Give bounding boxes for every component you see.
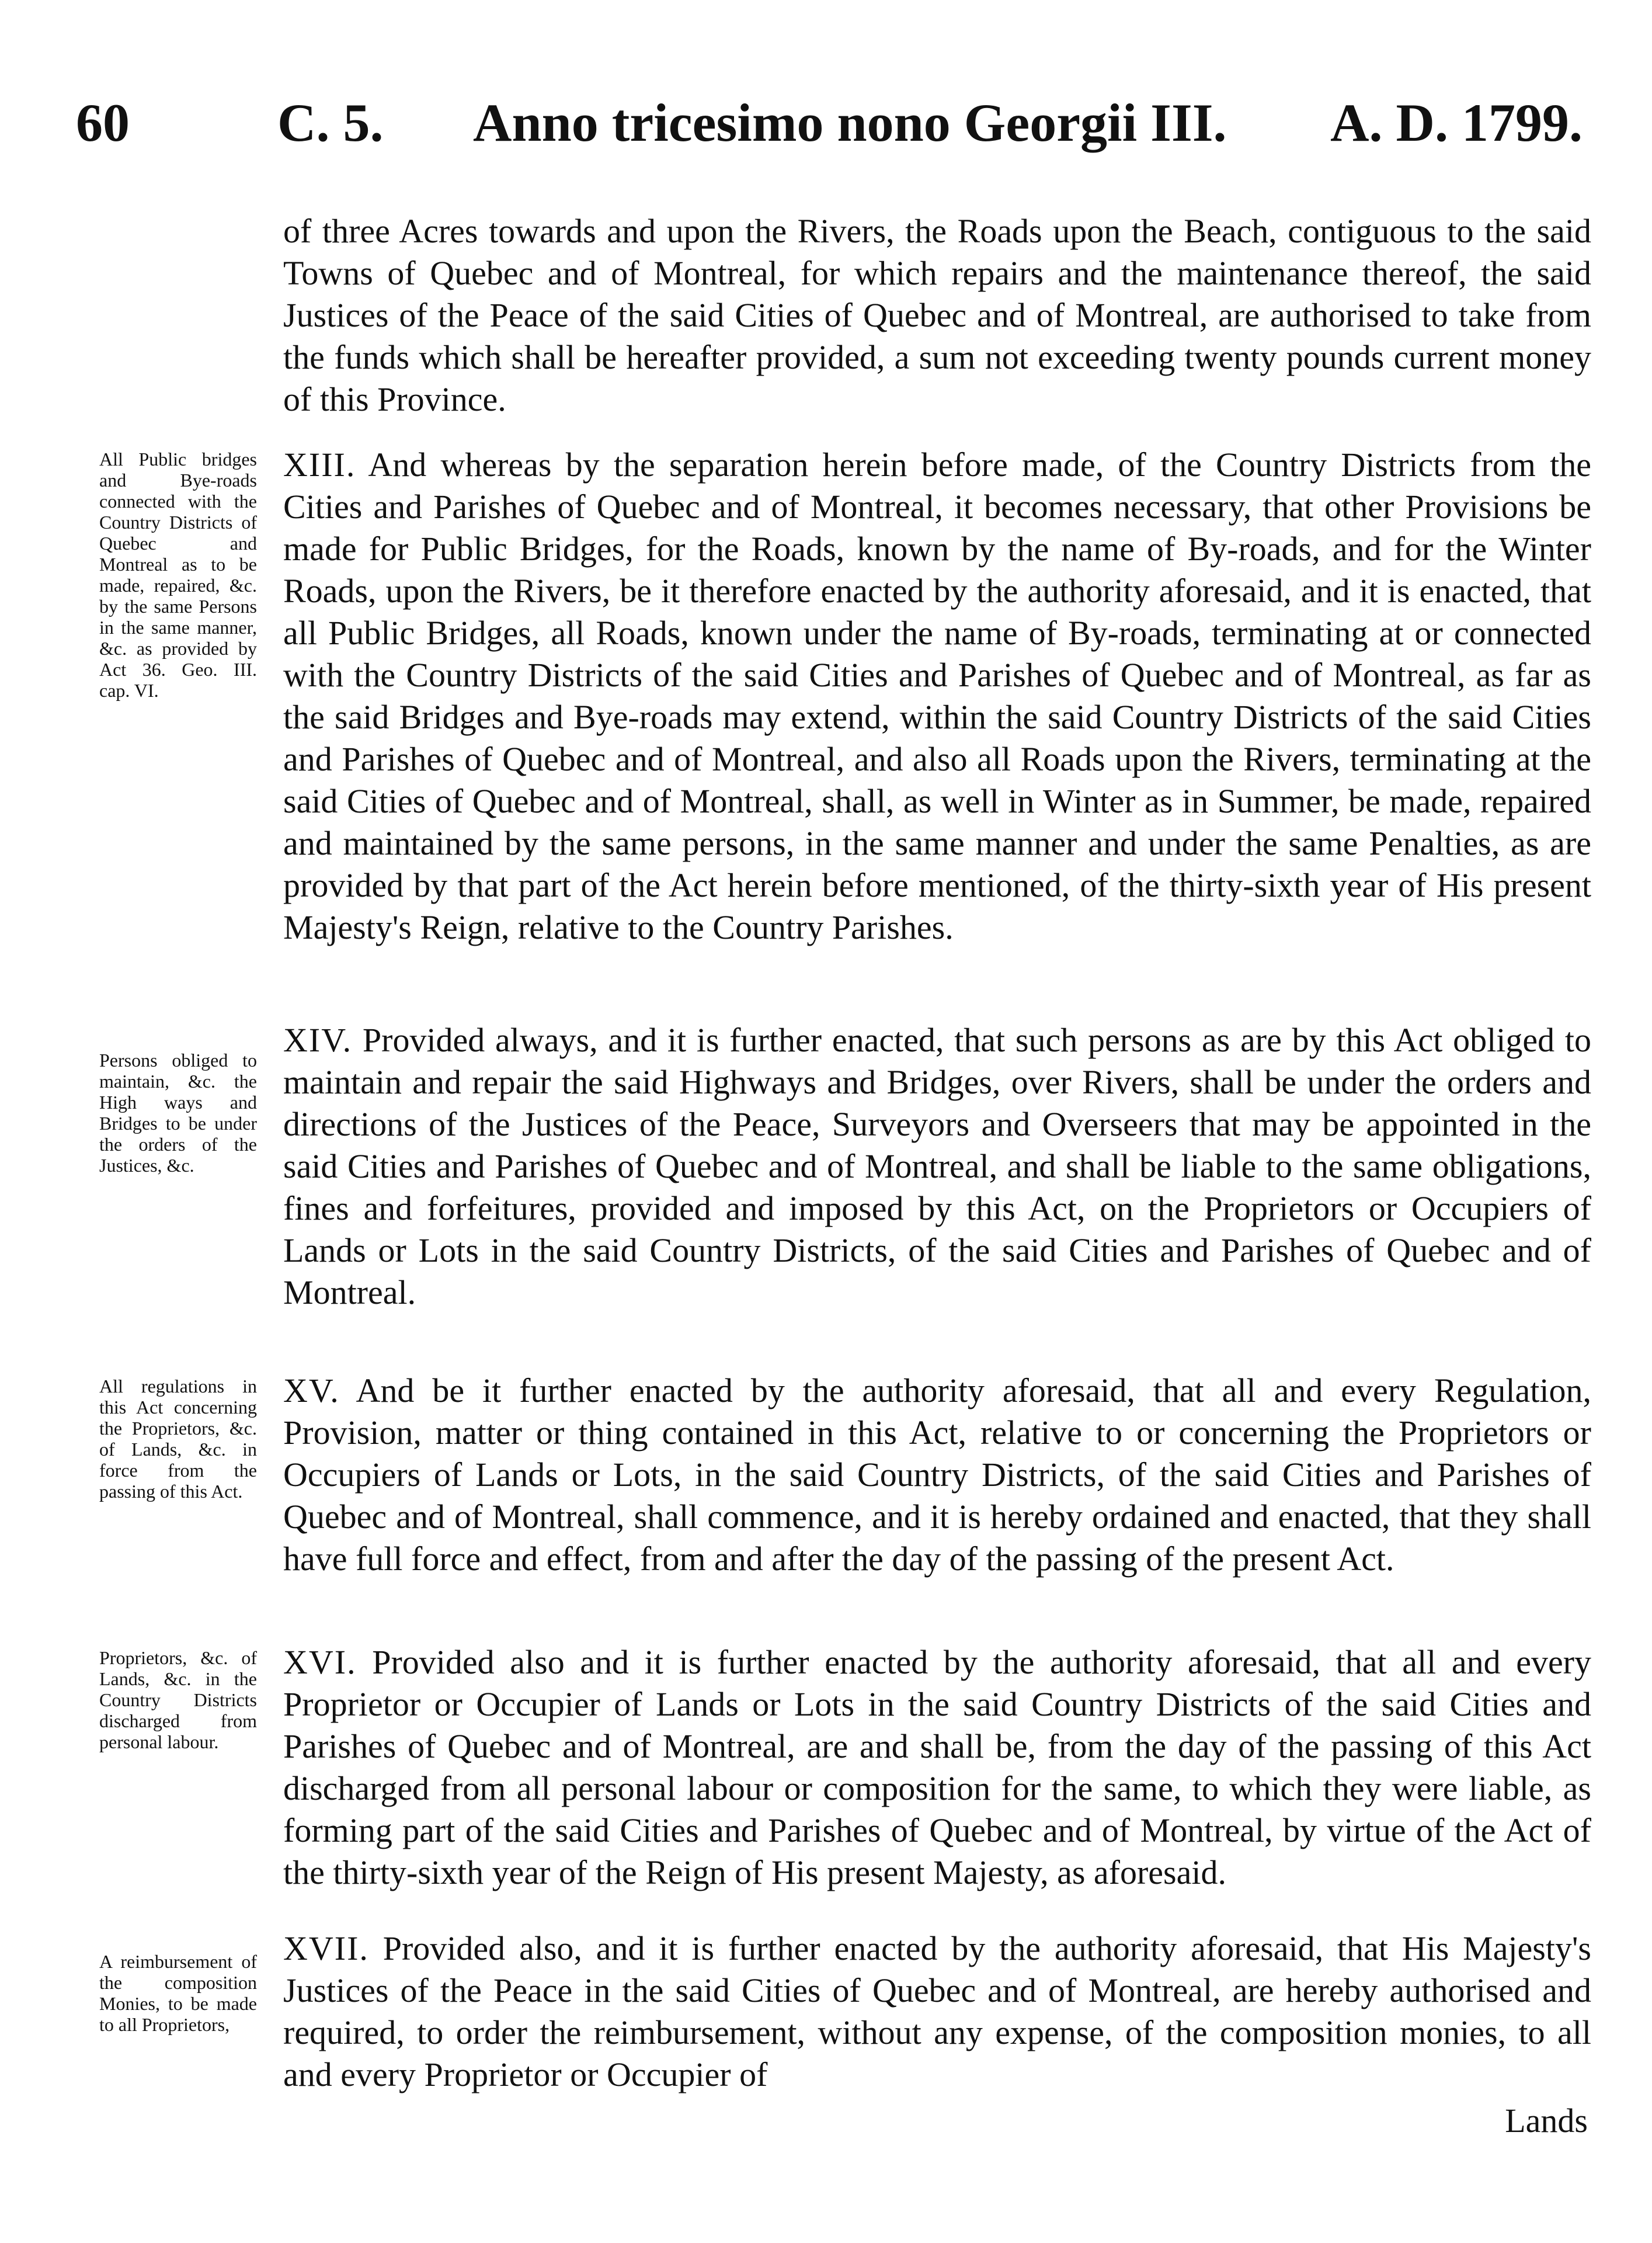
catchword: Lands (1505, 2102, 1588, 2140)
section-text (283, 444, 1591, 949)
section-number: XVII. (283, 1929, 369, 1967)
chapter-label: C. 5. (277, 93, 384, 152)
section-text (283, 1370, 1591, 1580)
running-title: Anno tricesimo nono Georgii III. (473, 93, 1227, 152)
section-body: Provided also and it is further enacted by the authority aforesaid, that all and every Proprietor or Occupier of Lands or Lots in the said Country Districts of the said Cities and Parishes of Quebec and of Montreal, are and shall be, from the day of the passing of this Act discharged from all personal labour or composition for the same, to which they were liable, as forming part of the said Cities and Parishes of Quebec and of Montreal, by virtue of the Act of the thirty-sixth year of the Reign of His present Majesty, as aforesaid. (283, 1643, 1591, 1891)
marginal-note: Persons obliged to maintain, &c. the High ways and Bridges to be under the orders of the Justices, &c. (99, 1050, 257, 1176)
section-number: XV. (283, 1372, 340, 1409)
section-body: And be it further enacted by the authority aforesaid, that all and every Regulation, Provision, matter or thing contained in this Act, relative to or concerning the Proprietors or Occupiers of Lands or Lots, in the said Country Districts, of the said Cities and Parishes of Quebec and of Montreal, shall commence, and it is hereby ordained and enacted, that they shall have full force and effect, from and after the day of the passing of the present Act. (283, 1372, 1591, 1578)
marginal-note: Proprietors, &c. of Lands, &c. in the Country Districts discharged from personal labour. (99, 1647, 257, 1752)
marginal-note: All Public bridges and Bye-roads connected with the Country Districts of Quebec and Montreal as to be made, repaired, &c. by the same Persons in the same manner, &c. as provided by Act 36. Geo. III. cap. VI. (99, 449, 257, 701)
section-number: XIII. (283, 446, 356, 484)
section-body: of three Acres towards and upon the Rivers, the Roads upon the Beach, contiguous to the said Towns of Quebec and of Montreal, for which repairs and the maintenance thereof, the said Justices of the Peace of the said Cities of Quebec and of Montreal, are authorised to take from the funds which shall be hereafter provided, a sum not exceeding twenty pounds current money of this Province. (283, 212, 1591, 418)
page-number: 60 (76, 93, 130, 152)
section-number: XVI. (283, 1643, 357, 1681)
page-header (70, 88, 1583, 158)
section-body: Provided always, and it is further enacted, that such persons as are by this Act obliged to maintain and repair the said Highways and Bridges, over Rivers, shall be under the orders and directions of the Justices of the Peace, Surveyors and Overseers that may be appointed in the said Cities and Parishes of Quebec and of Montreal, and shall be liable to the same obligations, fines and forfeitures, provided and imposed by this Act, on the Proprietors or Occupiers of Lands or Lots in the said Country Districts, of the said Cities and Parishes of Quebec and of Montreal. (283, 1021, 1592, 1311)
year-label: A. D. 1799. (1330, 93, 1583, 152)
section-text (283, 1928, 1591, 2096)
section-number: XIV. (283, 1021, 353, 1059)
section-text (283, 1641, 1591, 1894)
section-body: And whereas by the separation herein before made, of the Country Districts from the Cities and Parishes of Quebec and of Montreal, it becomes necessary, that other Provisions be made for Public Bridges, for the Roads, known by the name of By-roads, and for the Winter Roads, upon the Rivers, be it therefore enacted by the authority aforesaid, and it is enacted, that all Public Bridges, all Roads, known under the name of By-roads, terminating at or connected with the Country Districts of the said Cities and Parishes of Quebec and of Montreal, as far as the said Bridges and Bye-roads may extend, within the said Country Districts of the said Cities and Parishes of Quebec and of Montreal, and also all Roads upon the Rivers, terminating at the said Cities of Quebec and of Montreal, shall, as well in Winter as in Summer, be made, repaired and maintained by the same persons, in the same manner and under the same Penalties, as are provided by that part of the Act herein before mentioned, of the thirty-sixth year of His present Majesty's Reign, relative to the Country Parishes. (283, 446, 1591, 946)
section-body: Provided also, and it is further enacted by the authority aforesaid, that His Majesty's Justices of the Peace in the said Cities of Quebec and of Montreal, are hereby authorised and required, to order the reimbursement, without any expense, of the composition monies, to all and every Proprietor or Occupier of (283, 1929, 1591, 2093)
section-text (283, 1019, 1591, 1314)
marginal-note: A reimbursement of the composition Monies, to be made to all Proprietors, (99, 1951, 257, 2035)
marginal-note: All regulations in this Act concerning the Proprietors, &c. of Lands, &c. in force from the passing of this Act. (99, 1376, 257, 1502)
section-text (283, 210, 1591, 421)
